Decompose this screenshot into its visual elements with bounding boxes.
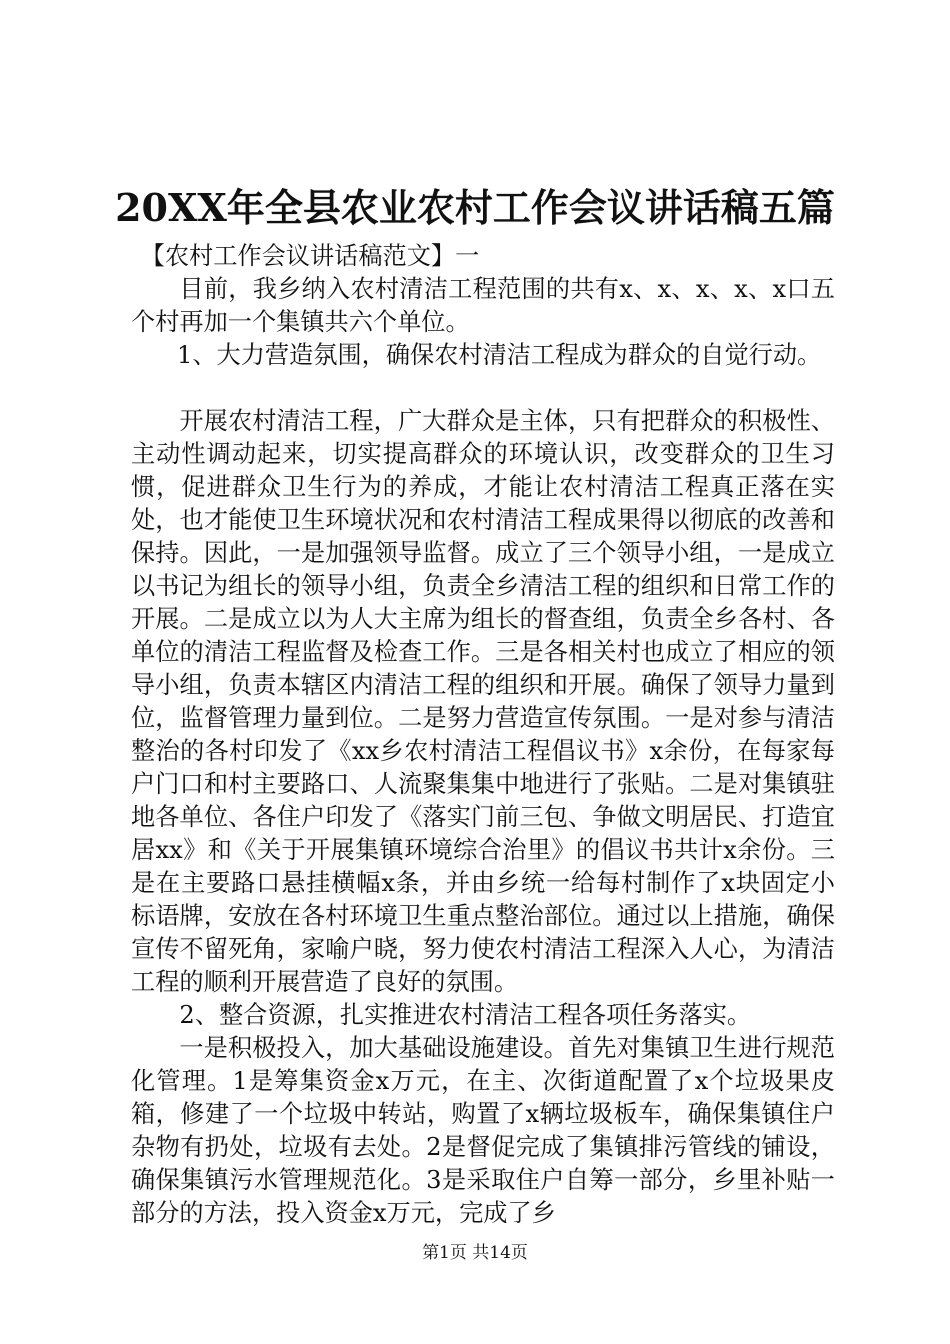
body-paragraph: 一是积极投入，加大基础设施建设。首先对集镇卫生进行规范化管理。1是筹集资金x万元，在主、次街道配置了x个垃圾果皮箱，修建了一个垃圾中转站，购置了x辆垃圾板车，确保集镇住户杂物有扔处，垃圾有去处。2是督促完成了集镇排污管线的铺设，确保集镇污水管理规范化。3是采取住户自筹一部分，乡里补贴一部分的方法，投入资金x万元，完成了乡 xyxy=(131,1034,835,1227)
subsection-heading: 2、整合资源，扎实推进农村清洁工程各项任务落实。 xyxy=(179,1001,752,1029)
subsection-heading: 1、大力营造氛围，确保农村清洁工程成为群众的自觉行动。 xyxy=(176,341,822,369)
page-footer: 第1页 共14页 xyxy=(422,1243,528,1263)
blank-line xyxy=(131,372,835,405)
document-body xyxy=(131,240,835,1230)
body-paragraph: 开展农村清洁工程，广大群众是主体，只有把群众的积极性、主动性调动起来，切实提高群众的环境认识，改变群众的卫生习惯，促进群众卫生行为的养成，才能让农村清洁工程真正落在实处，也才能使卫生环境状况和农村清洁工程成果得以彻底的改善和保持。因此，一是加强领导监督。成立了三个领导小组，一是成立以书记为组长的领导小组，负责全乡清洁工程的组织和日常工作的开展。二是成立以为人大主席为组长的督查组，负责全乡各村、各单位的清洁工程监督及检查工作。三是各相关村也成立了相应的领导小组，负责本辖区内清洁工程的组织和开展。确保了领导力量到位，监督管理力量到位。二是努力营造宣传氛围。一是对参与清洁整治的各村印发了《xx乡农村清洁工程倡议书》x余份，在每家每户门口和村主要路口、人流聚集集中地进行了张贴。二是对集镇驻地各单位、各住户印发了《落实门前三包、争做文明居民、打造宜居xx》和《关于开展集镇环境综合治里》的倡议书共计x余份。三是在主要路口悬挂横幅x条，并由乡统一给每村制作了x块固定小标语牌，安放在各村环境卫生重点整治部位。通过以上措施，确保宣传不留死角，家喻户晓，努力使农村清洁工程深入人心，为清洁工程的顺利开展营造了良好的氛围。 xyxy=(131,407,835,996)
document-title: 20XX年全县农业农村工作会议讲话稿五篇 xyxy=(115,185,835,230)
body-paragraph: 目前，我乡纳入农村清洁工程范围的共有x、x、x、x、x口五个村再加一个集镇共六个单位。 xyxy=(131,275,835,336)
section-heading: 【农村工作会议讲话稿范文】一 xyxy=(140,242,480,270)
